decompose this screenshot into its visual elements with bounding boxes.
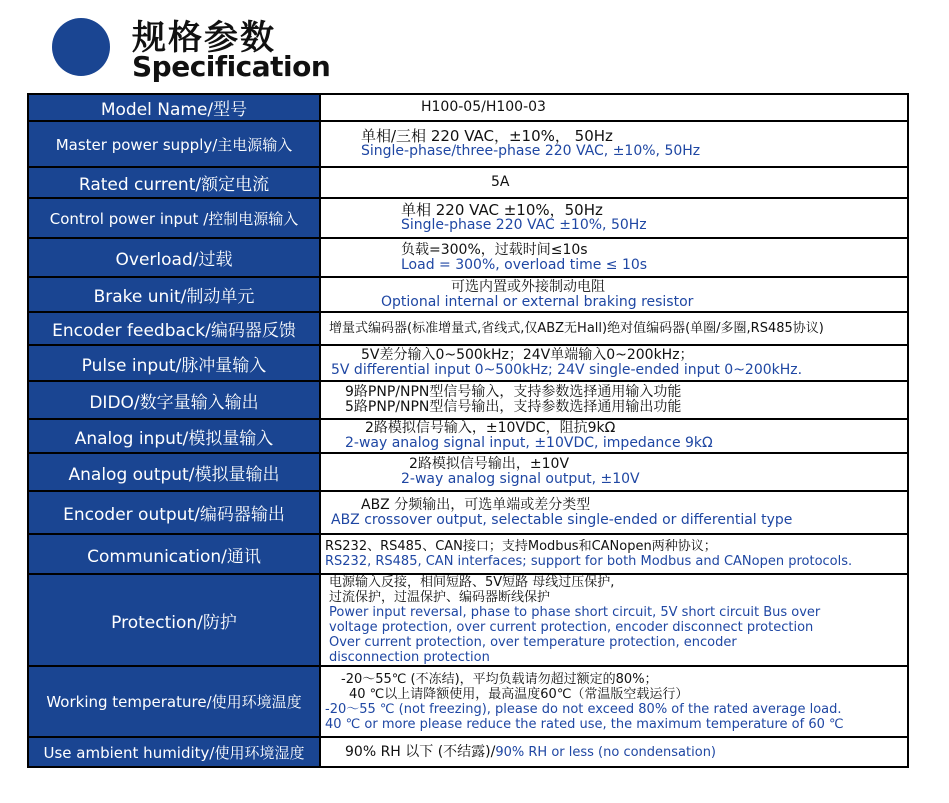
row-label: Analog input/模拟量输入 — [28, 419, 320, 453]
row-value: 5A — [320, 167, 908, 198]
row-label: Use ambient humidity/使用环境湿度 — [28, 737, 320, 767]
value-chinese: -20～55℃ (不冻结)，平均负载请勿超过额定的80%； — [341, 671, 658, 687]
row-value: 增量式编码器(标准增量式,省线式,仅ABZ无Hall)绝对值编码器(单圈/多圈,RS485协议) — [320, 312, 908, 345]
row-label: Model Name/型号 — [28, 94, 320, 121]
row-label: Pulse input/脉冲量输入 — [28, 345, 320, 381]
value-english-line-3: Over current protection, over temperature protection, encoder — [329, 635, 737, 650]
row-label: Working temperature/使用环境温度 — [28, 666, 320, 737]
spec-row-model-name — [28, 94, 908, 121]
value-english: -20～55 ℃ (not freezing), please do not exceed 80% of the rated average load. — [325, 701, 842, 717]
row-value — [320, 737, 908, 767]
page-title-english: Specification — [132, 50, 331, 83]
spec-row-encoder-output — [28, 491, 908, 534]
value-english: RS232, RS485, CAN interfaces; support for both Modbus and CANopen protocols. — [325, 554, 853, 569]
spec-row-protection — [28, 574, 908, 666]
value-chinese-line-2: 5路PNP/NPN型信号输出，支持参数选择通用输出功能 — [345, 399, 682, 415]
value-english: ABZ crossover output, selectable single-ended or differential type — [331, 511, 793, 528]
spec-row-analog-output — [28, 453, 908, 491]
row-label: Rated current/额定电流 — [28, 167, 320, 198]
value-chinese-line-2: 40 ℃以上请降额使用，最高温度60℃（常温版空载运行） — [349, 686, 689, 702]
spec-row-control-power — [28, 198, 908, 238]
spec-row-working-temperature — [28, 666, 908, 737]
value-chinese: 负载=300%，过载时间≤10s — [401, 241, 588, 258]
row-value — [320, 574, 908, 666]
value-chinese: 5V差分输入0~500kHz；24V单端输入0~200kHz； — [361, 347, 694, 363]
row-value — [320, 381, 908, 419]
value-english: 2-way analog signal input, ±10VDC, impedance 9kΩ — [345, 435, 713, 451]
row-value — [320, 345, 908, 381]
value-chinese-line-2: 过流保护，过温保护、编码器断线保护 — [329, 590, 551, 605]
row-label: Encoder output/编码器输出 — [28, 491, 320, 534]
value-english-line-4: disconnection protection — [329, 650, 490, 665]
row-value — [320, 277, 908, 312]
value-english: Optional internal or external braking resistor — [381, 293, 694, 310]
row-label: Encoder feedback/编码器反馈 — [28, 312, 320, 345]
value-chinese: 单相/三相 220 VAC，±10%， 50Hz — [361, 127, 613, 145]
specification-table — [27, 93, 909, 768]
value-english: 5V differential input 0~500kHz; 24V single-ended input 0~200kHz. — [331, 362, 803, 378]
row-label: Protection/防护 — [28, 574, 320, 666]
value-english: Single-phase/three-phase 220 VAC, ±10%, 50Hz — [361, 143, 701, 159]
circle-bullet-icon — [52, 18, 110, 76]
row-label: Master power supply/主电源输入 — [28, 121, 320, 167]
row-value — [320, 419, 908, 453]
spec-row-ambient-humidity — [28, 737, 908, 767]
spec-row-master-power — [28, 121, 908, 167]
spec-row-brake-unit — [28, 277, 908, 312]
row-value — [320, 453, 908, 491]
value-chinese: ABZ 分频输出，可选单端或差分类型 — [361, 496, 591, 513]
value-english: 90% RH or less (no condensation) — [495, 744, 717, 760]
spec-row-rated-current — [28, 167, 908, 198]
value-chinese: 2路模拟信号输出，±10V — [409, 456, 570, 472]
spec-row-communication — [28, 534, 908, 574]
row-label: Analog output/模拟量输出 — [28, 453, 320, 491]
value-chinese: 电源输入反接，相间短路、5V短路 母线过压保护, — [329, 575, 615, 590]
row-value — [320, 666, 908, 737]
value-english: 2-way analog signal output, ±10V — [401, 471, 640, 487]
spec-row-pulse-input — [28, 345, 908, 381]
value-chinese: 单相 220 VAC ±10%，50Hz — [401, 201, 603, 219]
row-label: Control power input /控制电源输入 — [28, 198, 320, 238]
value-chinese: 9路PNP/NPN型信号输入，支持参数选择通用输入功能 — [345, 384, 682, 400]
row-value — [320, 491, 908, 534]
value-chinese: 90% RH 以下 (不结露)/ — [345, 743, 496, 760]
row-label: DIDO/数字量输入输出 — [28, 381, 320, 419]
spec-row-overload — [28, 238, 908, 277]
row-value — [320, 121, 908, 167]
value-english-line-2: 40 ℃ or more please reduce the rated use, the maximum temperature of 60 ℃ — [325, 716, 844, 732]
value-english: Power input reversal, phase to phase short circuit, 5V short circuit Bus over — [329, 605, 821, 620]
row-value: H100-05/H100-03 — [320, 94, 908, 121]
row-label: Brake unit/制动单元 — [28, 277, 320, 312]
row-value — [320, 198, 908, 238]
value-chinese: RS232、RS485、CAN接口；支持Modbus和CANopen两种协议； — [325, 539, 717, 554]
row-label: Overload/过载 — [28, 238, 320, 277]
row-label: Communication/通讯 — [28, 534, 320, 574]
spec-row-dido — [28, 381, 908, 419]
value-english: Single-phase 220 VAC ±10%, 50Hz — [401, 217, 647, 233]
page-title-chinese: 规格参数 — [132, 18, 276, 58]
value-chinese: 2路模拟信号输入，±10VDC，阻抗9kΩ — [365, 420, 616, 436]
value-english-line-2: voltage protection, over current protection, encoder disconnect protection — [329, 620, 814, 635]
value-chinese: 可选内置或外接制动电阻 — [451, 278, 605, 295]
row-value — [320, 534, 908, 574]
value-english: Load = 300%, overload time ≤ 10s — [401, 256, 648, 273]
row-value — [320, 238, 908, 277]
spec-row-encoder-feedback — [28, 312, 908, 345]
spec-row-analog-input — [28, 419, 908, 453]
